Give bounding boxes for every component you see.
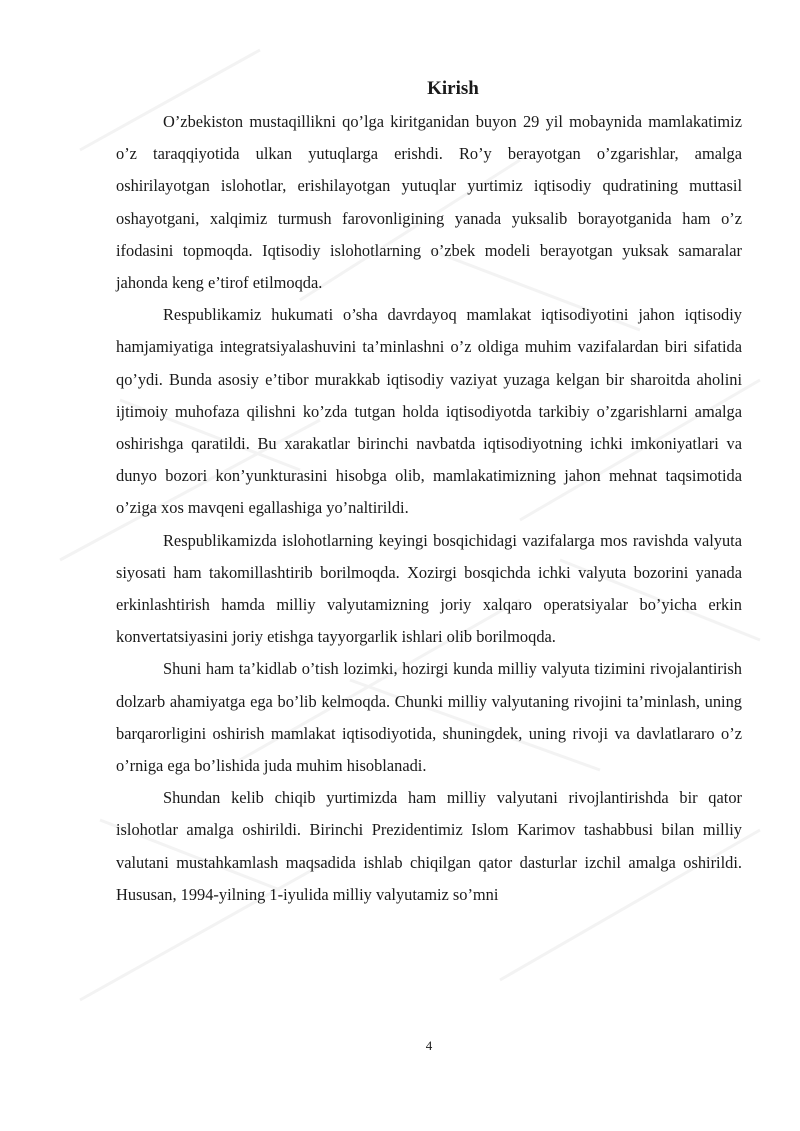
paragraph-4: Shuni ham ta’kidlab o’tish lozimki, hozirgi kunda milliy valyuta tizimini rivojalantirish dolzarb ahamiyatga ega bo’lib kelmoqda. Chunki milliy valyutaning rivojini ta’minlash, uning barqarorligini oshirish mamlakat iqtisodiyotida, shuningdek, uning rivoji va davlatlararo o’z o’rniga ega bo’lishida juda muhim hisoblanadi. (116, 659, 742, 776)
document-body (116, 76, 742, 911)
paragraph-2: Respublikamiz hukumati o’sha davrdayoq mamlakat iqtisodiyotini jahon iqtisodiy hamjamiyatiga integratsiyalashuvini ta’minlashni o’z oldiga muhim vazifalardan biri sifatida qo’ydi. Bunda asosiy e’tibor murakkab iqtisodiy vaziyat yuzaga kelgan bir sharoitda aholini ijtimoiy muhofaza qilishni ko’zda tutgan holda iqtisodiyotda tarkibiy o’zgarishlarni amalga oshirishga qaratildi. Bu xarakatlar birinchi navbatda iqtisodiyotning ichki imkoniyatlari va dunyo bozori kon’yunkturasini hisobga olib, mamlakatimizning jahon mehnat taqsimotida o’ziga xos mavqeni egallashiga yo’naltirildi. (116, 305, 742, 518)
paragraph-5: Shundan kelib chiqib yurtimizda ham milliy valyutani rivojlantirishda bir qator islohotlar amalga oshirildi. Birinchi Prezidentimiz Islom Karimov tashabbusi bilan milliy valutani mustahkamlash maqsadida ishlab chiqilgan qator dasturlar izchil amalga oshirildi. Hususan, 1994-yilning 1-iyulida milliy valyutamiz so’mni (116, 788, 742, 904)
paragraph-1: O’zbekiston mustaqillikni qo’lga kiritganidan buyon 29 yil mobaynida mamlakatimiz o’z taraqqiyotida ulkan yutuqlarga erishdi. Ro’y berayotgan o’zgarishlar, amalga oshirilayotgan islohotlar, erishilayotgan yutuqlar yurtimiz iqtisodiy qudratining muttasil oshayotgani, xalqimiz turmush farovonligining yanada yuksalib borayotganida ham o’z ifodasini topmoqda. Iqtisodiy islohotlarning o’zbek modeli berayotgan yuksak samaralar jahonda keng e’tirof etilmoqda. (116, 112, 742, 293)
paragraph-3: Respublikamizda islohotlarning keyingi bosqichidagi vazifalarga mos ravishda valyuta siyosati ham takomillashtirib borilmoqda. Xozirgi bosqichda ichki valyuta bozorini yanada erkinlashtirish hamda milliy valyutamizning joriy xalqaro operatsiyalar bo’yicha erkin konvertatsiyasini joriy etishga tayyorgarlik ishlari olib borilmoqda. (116, 530, 742, 647)
document-title: Kirish (427, 78, 479, 99)
page-number: 4 (425, 1038, 433, 1053)
